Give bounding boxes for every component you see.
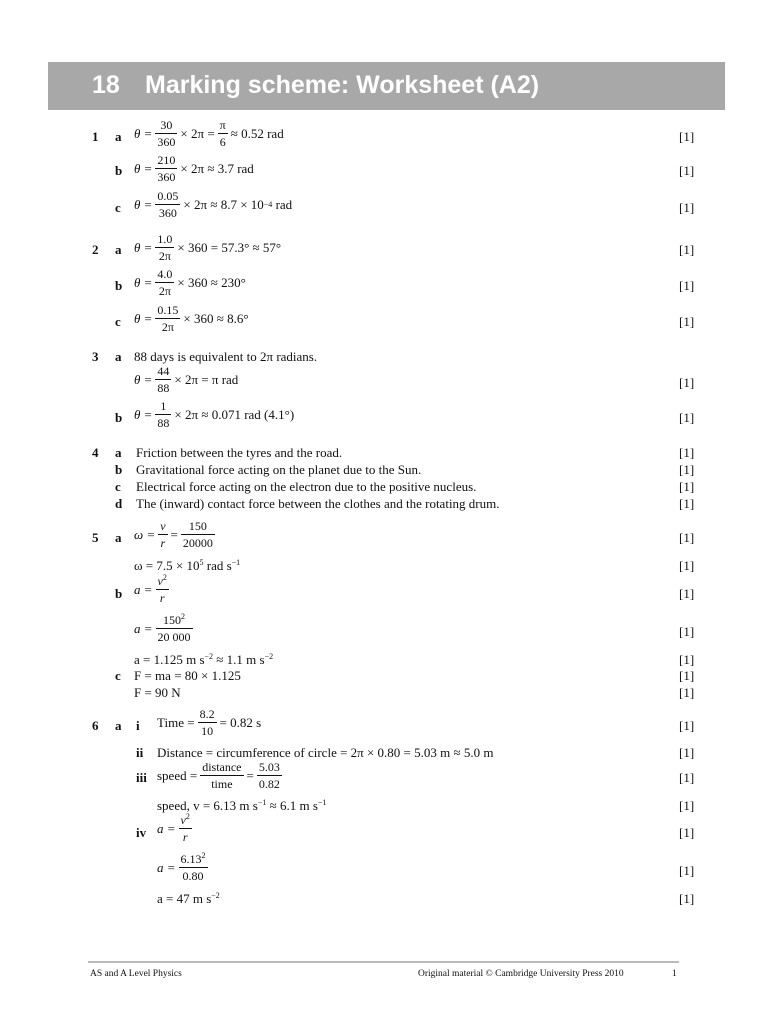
mark: [1] <box>679 200 695 215</box>
mark: [1] <box>679 242 695 257</box>
title-banner <box>48 62 725 110</box>
part-label: c <box>115 200 121 215</box>
answer-3a-text: 88 days is equivalent to 2π radians. <box>134 349 318 364</box>
chapter-number: 18 <box>92 71 120 99</box>
mark: [1] <box>679 479 695 494</box>
answer-5c-line2: F = 90 N <box>134 685 181 700</box>
mark: [1] <box>679 163 695 178</box>
mark: [1] <box>679 668 695 683</box>
answer-2b: θ = $\frac{4.0}{2\pi}$ × 360 ≈ 230° <box>134 267 246 298</box>
answer-4c: Electrical force acting on the electron due to the positive nucleus. <box>136 479 477 494</box>
answer-5c-line1: F = ma = 80 × 1.125 <box>134 668 241 683</box>
answer-6aiv-result: a = 47 m $s^{-2}$ <box>157 891 220 906</box>
part-label: a <box>115 530 122 545</box>
part-label: a <box>115 445 122 460</box>
mark: [1] <box>679 770 695 785</box>
answer-2a: θ = $\frac{1.0}{2\pi}$ × 360 = 57.3° ≈ 57° <box>134 232 282 263</box>
answer-5a-result: $\omega = 7.5 \times 10^5$ rad $s^{-1}$ <box>134 558 241 573</box>
part-label: b <box>115 410 123 425</box>
mark: [1] <box>679 652 695 667</box>
part-label: b <box>115 278 123 293</box>
part-label: a <box>115 349 122 364</box>
answer-6aiv: a = $\frac{v^2}{r}$ <box>157 812 190 844</box>
answer-5a: ω = $\frac{v}{r}$ = $\frac{150}{20000}$ <box>134 519 213 550</box>
mark: [1] <box>679 718 695 733</box>
mark: [1] <box>679 530 695 545</box>
mark: [1] <box>679 624 695 639</box>
mark: [1] <box>679 825 695 840</box>
mark: [1] <box>679 410 695 425</box>
question-number: 5 <box>92 530 99 545</box>
mark: [1] <box>679 462 695 477</box>
answer-5b-sub: a = $\frac{150^2}{20 000}$ <box>134 612 191 644</box>
mark: [1] <box>679 375 695 390</box>
mark: [1] <box>679 685 695 700</box>
question-number: 4 <box>92 445 99 460</box>
part-label: c <box>115 668 121 683</box>
mark: [1] <box>679 586 695 601</box>
mark: [1] <box>679 745 695 760</box>
part-label: a <box>115 242 122 257</box>
part-label: c <box>115 314 121 329</box>
answer-6aiv-sub: a = $\frac{6.13^2}{0.80}$ <box>157 851 206 883</box>
mark: [1] <box>679 863 695 878</box>
mark: [1] <box>679 445 695 460</box>
answer-6aiii-result: speed, v = 6.13 m $s^{-1} \approx 6.1$ m $s^{-1}$ <box>157 798 327 813</box>
answer-6ai: Time = $\frac{8.2}{10}$ = 0.82 s <box>157 707 262 738</box>
mark: [1] <box>679 891 695 906</box>
question-number: 3 <box>92 349 99 364</box>
answer-2c: θ = $\frac{0.15}{2\pi}$ × 360 ≈ 8.6° <box>134 303 249 334</box>
answer-6aiii: speed = $\frac{\text{distance}}{\text{time}}$ = $\frac{5.03}{0.82}$ <box>157 760 280 791</box>
answer-4d: The (inward) contact force between the clothes and the rotating drum. <box>136 496 500 511</box>
answer-6aii: Distance = circumference of circle = 2π × 0.80 = 5.03 m ≈ 5.0 m <box>157 745 494 760</box>
answer-5b-result: a = 1.125 m $s^{-2} \approx 1.1$ m $s^{-2}$ <box>134 652 274 667</box>
mark: [1] <box>679 314 695 329</box>
part-label: b <box>115 586 123 601</box>
part-label: a <box>115 718 122 733</box>
question-number: 2 <box>92 242 99 257</box>
answer-3b: θ = $\frac{1}{88}$ × 2π ≈ 0.071 rad (4.1°) <box>134 399 295 430</box>
part-label: b <box>115 462 123 477</box>
mark: [1] <box>679 798 695 813</box>
question-number: 6 <box>92 718 99 733</box>
part-label: a <box>115 129 122 144</box>
mark: [1] <box>679 496 695 511</box>
answer-4a: Friction between the tyres and the road. <box>136 445 343 460</box>
part-label: b <box>115 163 123 178</box>
subpart-label: i <box>136 718 140 733</box>
subpart-label: iii <box>136 770 147 785</box>
subpart-label: iv <box>136 825 147 840</box>
answer-1b: θ = $\frac{210}{360}$ × 2π ≈ 3.7 rad <box>134 153 254 184</box>
answer-1c: θ = $\frac{0.05}{360}$ × 2π ≈ 8.7 × 10 −4 rad <box>134 189 293 220</box>
answer-5b: a = $\frac{v^2}{r}$ <box>134 573 167 605</box>
footer-copyright: Original material © Cambridge University Press 2010 <box>418 969 624 979</box>
part-label: d <box>115 496 123 511</box>
answer-3a: θ = $\frac{44}{88}$ × 2π = π rad <box>134 364 239 395</box>
mark: [1] <box>679 558 695 573</box>
answer-4b: Gravitational force acting on the planet due to the Sun. <box>136 462 422 477</box>
mark: [1] <box>679 278 695 293</box>
question-number: 1 <box>92 129 99 144</box>
answer-1a: θ = $\frac{30}{360}$ × 2π = $\frac{\pi}{6}$ ≈ 0.52 rad <box>134 118 284 149</box>
mark: [1] <box>679 129 695 144</box>
page-title: Marking scheme: Worksheet (A2) <box>145 71 540 99</box>
footer-rule <box>88 961 679 963</box>
page-number: 1 <box>672 969 677 979</box>
footer-left: AS and A Level Physics <box>90 969 182 979</box>
subpart-label: ii <box>136 745 144 760</box>
part-label: c <box>115 479 121 494</box>
